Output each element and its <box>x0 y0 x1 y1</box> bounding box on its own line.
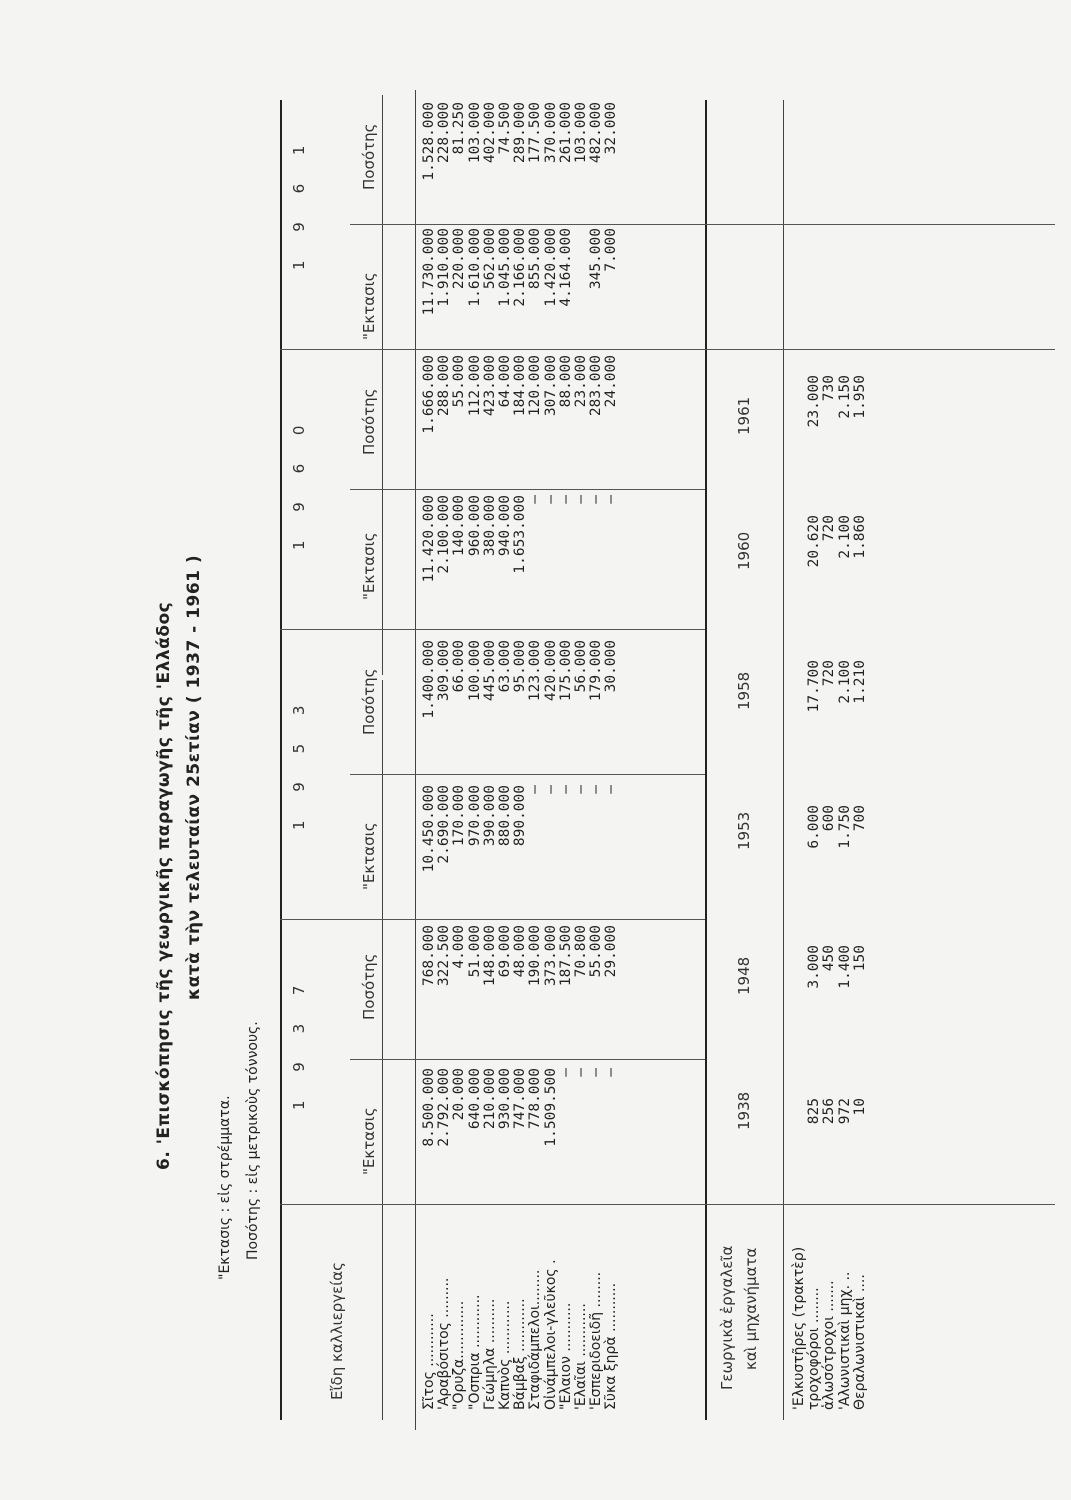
table-cell: 370.000 <box>542 102 559 164</box>
table-cell: 17.700 <box>806 660 823 713</box>
table-cell: 179.000 <box>588 640 605 702</box>
table-cell: 63.000 <box>497 640 514 693</box>
table-cell: 288.000 <box>436 355 453 417</box>
table-cell: 64.000 <box>497 355 514 408</box>
table-cell: — <box>588 495 605 504</box>
crop-name: 'Εσπεριδοειδῆ ........ <box>588 1271 605 1410</box>
table-cell: 100.000 <box>466 640 483 702</box>
year-header-1937: 1 9 3 7 <box>290 973 308 1110</box>
table-cell: 1.910.000 <box>436 228 453 307</box>
tools-col-1958 <box>792 660 868 770</box>
rotated-page <box>150 90 1070 1430</box>
table-cell: 23.000 <box>573 355 590 408</box>
table-cell: 69.000 <box>497 925 514 978</box>
table-cell: 1.400.000 <box>421 640 437 719</box>
area-subheader: "Εκτασις <box>360 532 378 600</box>
table-cell: 2.792.000 <box>436 1068 453 1147</box>
crop-name: Οἰνάμπελοι-γλεῦκος . <box>542 1259 559 1410</box>
table-cell: 112.000 <box>466 355 483 417</box>
col-1937-area <box>422 1068 620 1198</box>
table-cell: 2.100 <box>836 660 853 704</box>
table-cell: 56.000 <box>573 640 590 693</box>
tools-col-1948 <box>792 945 868 1055</box>
table-cell: 140.000 <box>451 495 468 557</box>
table-cell <box>792 660 807 770</box>
table-cell: — <box>527 785 544 794</box>
table-cell: 10 <box>851 1098 868 1116</box>
table-cell: 220.000 <box>451 228 468 290</box>
table-cell: 20.620 <box>806 515 823 568</box>
table-cell: 4.164.000 <box>557 228 574 307</box>
table-cell: 307.000 <box>542 355 559 417</box>
tools-year-1938: 1938 <box>735 1091 753 1130</box>
table-cell: 29.000 <box>603 925 620 978</box>
table-cell <box>792 375 807 485</box>
crop-name: Σταφιδάμπελοι........ <box>527 1269 544 1410</box>
table-cell: 11.420.000 <box>421 495 437 583</box>
table-cell: 175.000 <box>557 640 574 702</box>
table-cell: 148.000 <box>481 925 498 987</box>
table-cell: 2.100.000 <box>436 495 453 574</box>
table-cell: 420.000 <box>542 640 559 702</box>
tools-col-1953 <box>792 805 868 915</box>
table-cell: 1.400 <box>836 945 853 989</box>
crop-column-header: Εἴδη καλλιεργείας <box>328 1262 346 1400</box>
crop-name: 'Ελαῖαι ............ <box>573 1303 590 1410</box>
table-cell: 373.000 <box>542 925 559 987</box>
table-cell: 103.000 <box>573 102 590 164</box>
table-cell: — <box>603 785 620 794</box>
table-cell: — <box>588 1068 605 1077</box>
vrule <box>705 349 1055 350</box>
table-cell: 283.000 <box>588 355 605 417</box>
section-header-rule <box>783 100 784 1420</box>
table-cell: 1.509.500 <box>542 1068 559 1147</box>
table-cell: 960.000 <box>466 495 483 557</box>
table-cell: 48.000 <box>512 925 529 978</box>
tools-header-line-1: Γεωργικὰ ἐργαλεῖα <box>718 1245 736 1390</box>
crop-name: "Ελαιον ........... <box>557 1302 574 1410</box>
table-cell <box>792 945 807 1055</box>
table-cell <box>792 1098 807 1198</box>
tools-year-1958: 1958 <box>735 671 753 710</box>
table-cell: 81.250 <box>451 102 468 155</box>
note-area-unit: "Εκτασις : εἰς στρέμματα. <box>217 1095 233 1280</box>
title-line-1: 6. 'Επισκόπησις τῆς γεωργικῆς παραγωγῆς τῆς 'Ελλάδος <box>154 601 174 1170</box>
table-cell: 930.000 <box>497 1068 514 1130</box>
tools-list <box>792 1210 868 1410</box>
crop-name: 'Αραβόσιτος ......... <box>436 1277 453 1410</box>
tools-header-line-2: καὶ μηχανήματα <box>742 1247 760 1370</box>
table-cell: 55.000 <box>588 925 605 978</box>
vrule <box>705 224 1055 225</box>
table-cell <box>792 515 807 625</box>
table-cell: 445.000 <box>481 640 498 702</box>
table-cell: 8.500.000 <box>421 1068 437 1147</box>
table-cell: 88.000 <box>557 355 574 408</box>
tools-col-1938 <box>792 1098 868 1198</box>
table-cell: 700 <box>851 805 868 832</box>
table-cell: 730 <box>821 375 838 402</box>
table-cell: 23.000 <box>806 375 823 428</box>
table-cell: — <box>603 495 620 504</box>
table-cell: 3.000 <box>806 945 823 989</box>
qty-subheader: Ποσότης <box>360 123 378 190</box>
qty-subheader: Ποσότης <box>360 388 378 455</box>
tool-name: 'Αλωνιστικαὶ μηχ. .. <box>836 1271 853 1410</box>
table-cell: 600 <box>821 805 838 832</box>
vrule <box>350 1059 705 1060</box>
table-cell: 11.730.000 <box>421 228 437 316</box>
table-cell: 7.000 <box>603 228 620 272</box>
col-1960-area <box>422 495 620 625</box>
year-header-1960: 1 9 6 0 <box>290 413 308 550</box>
table-cell: 228.000 <box>436 102 453 164</box>
area-subheader: "Εκτασις <box>360 1107 378 1175</box>
table-cell: 10.450.000 <box>421 785 437 873</box>
header-rule-1 <box>382 680 383 1420</box>
col-1937-qty <box>422 925 620 1055</box>
header-rule-2 <box>415 90 416 1430</box>
table-cell: 1.860 <box>851 515 868 559</box>
table-cell: 322.500 <box>436 925 453 987</box>
table-cell: 1.528.000 <box>421 102 437 181</box>
tools-year-1961: 1961 <box>735 396 753 435</box>
table-cell: 1.666.000 <box>421 355 437 434</box>
tool-name: 'Ελκυστῆρες (τρακτὲρ) <box>791 1246 807 1410</box>
table-cell: 30.000 <box>603 640 620 693</box>
table-cell: 309.000 <box>436 640 453 702</box>
table-cell: 74.500 <box>497 102 514 155</box>
col-1953-area <box>422 785 620 915</box>
tools-year-1948: 1948 <box>735 956 753 995</box>
tool-name: τροχοφόροι ........ <box>806 1287 823 1410</box>
vrule <box>350 774 705 775</box>
table-cell: 390.000 <box>481 785 498 847</box>
table-cell: 1.610.000 <box>466 228 483 307</box>
table-cell: 1.045.000 <box>497 228 514 307</box>
table-cell: 210.000 <box>481 1068 498 1130</box>
table-cell: 768.000 <box>421 925 437 987</box>
table-cell: — <box>557 785 574 794</box>
vrule <box>280 1204 705 1205</box>
table-cell: 4.000 <box>451 925 468 969</box>
tools-year-1960: 1960 <box>735 531 753 570</box>
table-cell: 55.000 <box>451 355 468 408</box>
crop-name: Καπνὸς ............ <box>497 1300 514 1410</box>
tools-year-1953: 1953 <box>735 811 753 850</box>
top-rule <box>280 100 282 1420</box>
table-cell: 2.100 <box>836 515 853 559</box>
table-cell: 1.653.000 <box>512 495 529 574</box>
table-cell: 482.000 <box>588 102 605 164</box>
table-cell: 150 <box>851 945 868 972</box>
table-cell: 825 <box>806 1098 823 1125</box>
table-cell: 123.000 <box>527 640 544 702</box>
table-cell: 1.950 <box>851 375 868 419</box>
table-cell: 103.000 <box>466 102 483 164</box>
col-1961-area <box>422 228 620 348</box>
table-cell: 2.690.000 <box>436 785 453 864</box>
table-cell: 95.000 <box>512 640 529 693</box>
table-cell: 890.000 <box>512 785 529 847</box>
vrule <box>705 1204 1055 1205</box>
table-cell: 1.750 <box>836 805 853 849</box>
table-cell: 450 <box>821 945 838 972</box>
vrule <box>350 224 705 225</box>
tools-col-1961 <box>792 375 868 485</box>
table-cell: 880.000 <box>497 785 514 847</box>
table-cell: 177.500 <box>527 102 544 164</box>
table-cell: 972 <box>836 1098 853 1125</box>
table-cell: 2.166.000 <box>512 228 529 307</box>
table-cell: 970.000 <box>466 785 483 847</box>
table-cell: — <box>573 785 590 794</box>
table-cell: 184.000 <box>512 355 529 417</box>
tools-col-1960 <box>792 515 868 625</box>
table-cell: 747.000 <box>512 1068 529 1130</box>
table-cell: 190.000 <box>527 925 544 987</box>
crop-name: Γεώμηλα .......... <box>481 1298 498 1410</box>
tool-name: ἁλωσότροχοι ....... <box>821 1280 838 1410</box>
col-1961-qty <box>422 102 620 222</box>
vrule <box>280 349 705 350</box>
table-cell: 1.210 <box>851 660 868 704</box>
table-cell: 402.000 <box>481 102 498 164</box>
table-cell: 2.150 <box>836 375 853 419</box>
area-subheader: "Εκτασις <box>360 822 378 890</box>
table-cell: 261.000 <box>557 102 574 164</box>
table-cell: 51.000 <box>466 925 483 978</box>
crop-name: Σῦκα ξηρὰ ........... <box>603 1282 620 1410</box>
table-cell: 1.420.000 <box>542 228 559 307</box>
table-cell: 345.000 <box>588 228 605 290</box>
vrule <box>350 489 705 490</box>
table-cell: — <box>542 785 559 794</box>
table-cell: — <box>603 1068 620 1077</box>
table-cell: 940.000 <box>497 495 514 557</box>
table-cell: 423.000 <box>481 355 498 417</box>
table-cell <box>792 805 807 915</box>
title-line-2: κατὰ τὴν τελευταίαν 25ετίαν ( 1937 - 1961 ) <box>184 554 204 1000</box>
tool-name: Θεραλωνιστικαὶ .... <box>851 1274 868 1410</box>
table-cell: 6.000 <box>806 805 823 849</box>
table-cell: — <box>588 785 605 794</box>
qty-subheader: Ποσότης <box>360 953 378 1020</box>
table-cell: 562.000 <box>481 228 498 290</box>
table-cell: — <box>573 1068 590 1077</box>
crop-name: Σῖτος ............ <box>421 1313 437 1410</box>
table-cell: 778.000 <box>527 1068 544 1130</box>
header-rule-1b <box>382 95 383 675</box>
col-1960-qty <box>422 355 620 485</box>
table-cell: 70.800 <box>573 925 590 978</box>
table-cell: 380.000 <box>481 495 498 557</box>
table-cell: — <box>527 495 544 504</box>
section-rule <box>705 100 707 1420</box>
vrule <box>280 919 705 920</box>
table-cell: 640.000 <box>466 1068 483 1130</box>
table-cell: 170.000 <box>451 785 468 847</box>
vrule <box>280 629 705 630</box>
year-header-1953: 1 9 5 3 <box>290 693 308 830</box>
table-cell: 720 <box>821 515 838 542</box>
table-cell <box>574 228 589 348</box>
table-cell: 20.000 <box>451 1068 468 1121</box>
table-cell: — <box>557 1068 574 1077</box>
table-cell: — <box>573 495 590 504</box>
note-quantity-unit: Ποσότης : εἰς μετρικοὺς τόννους. <box>245 1021 261 1260</box>
table-cell: 855.000 <box>527 228 544 290</box>
table-cell: 24.000 <box>603 355 620 408</box>
qty-subheader: Ποσότης <box>360 668 378 735</box>
crop-name: Βάμβαξ ............ <box>512 1298 529 1410</box>
table-cell: 66.000 <box>451 640 468 693</box>
table-cell: 289.000 <box>512 102 529 164</box>
crop-name: "Οσπρια ............ <box>466 1294 483 1410</box>
table-cell: 256 <box>821 1098 838 1125</box>
crop-name: "Ορυζα............. <box>451 1300 468 1410</box>
table-cell: — <box>557 495 574 504</box>
col-1953-qty <box>422 640 620 770</box>
table-cell: 120.000 <box>527 355 544 417</box>
area-subheader: "Εκτασις <box>360 272 378 340</box>
table-cell: 720 <box>821 660 838 687</box>
year-header-1961: 1 9 6 1 <box>290 133 308 270</box>
table-cell: 32.000 <box>603 102 620 155</box>
crop-list <box>422 1210 620 1410</box>
table-cell: — <box>542 495 559 504</box>
table-cell: 187.500 <box>557 925 574 987</box>
